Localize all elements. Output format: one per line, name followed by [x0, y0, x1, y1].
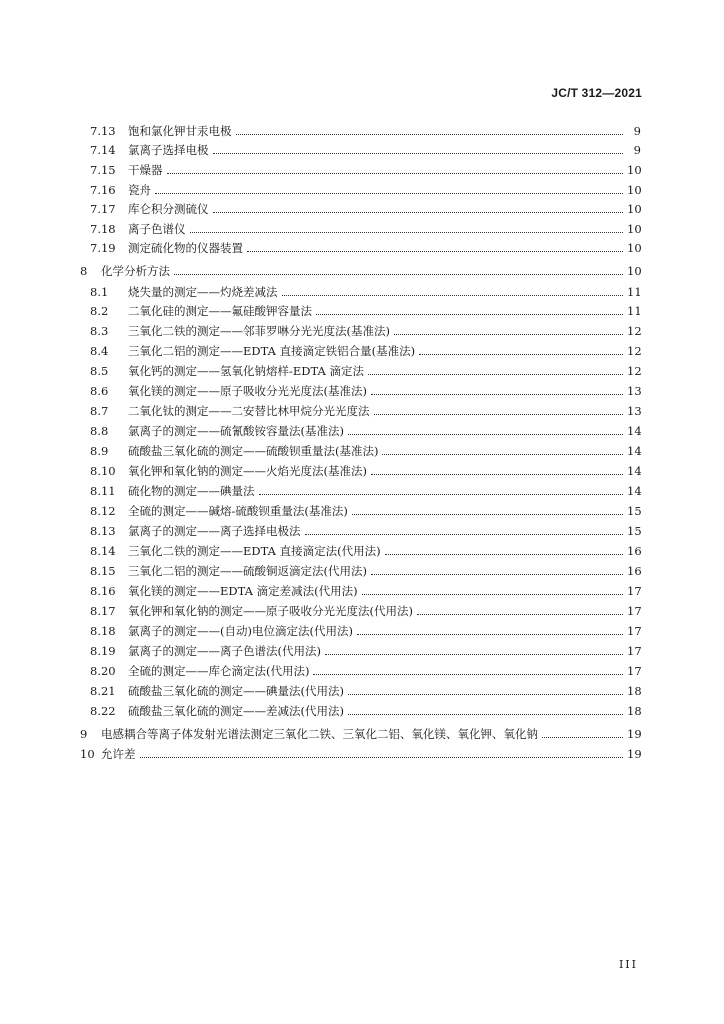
toc-entry-title: 氧化镁的测定——原子吸收分光光度法(基准法) [128, 384, 367, 398]
toc-leader-dots [213, 211, 624, 213]
toc-entry[interactable] [0, 258, 724, 278]
toc-entry-page: 10 [627, 222, 642, 236]
toc-entry[interactable] [0, 418, 724, 438]
toc-entry-number: 8.14 [90, 544, 116, 558]
toc-entry[interactable] [0, 678, 724, 698]
toc-entry-title: 化学分析方法 [101, 264, 170, 278]
toc-entry-title: 氧化镁的测定——EDTA 滴定差减法(代用法) [128, 584, 358, 598]
toc-entry-number: 8.20 [90, 664, 116, 678]
toc-leader-dots [368, 373, 623, 375]
toc-entry[interactable] [0, 698, 724, 718]
toc-entry-title: 硫酸盐三氧化硫的测定——硫酸钡重量法(基准法) [128, 444, 379, 458]
toc-entry-page: 11 [627, 304, 642, 318]
toc-entry[interactable] [0, 741, 724, 761]
toc-entry-number: 7.15 [90, 163, 116, 177]
toc-entry[interactable] [0, 458, 724, 478]
toc-entry-title: 氯离子选择电极 [128, 143, 209, 157]
toc-entry-number: 8.22 [90, 704, 116, 718]
toc-entry[interactable] [0, 538, 724, 558]
toc-entry[interactable] [0, 216, 724, 236]
toc-leader-dots [247, 250, 623, 252]
toc-entry-page: 18 [627, 684, 642, 698]
toc-entry[interactable] [0, 137, 724, 157]
toc-entry[interactable] [0, 279, 724, 299]
toc-entry-number: 9 [80, 727, 88, 741]
toc-entry[interactable] [0, 438, 724, 458]
toc-entry-title: 氧化钾和氧化钠的测定——原子吸收分光光度法(代用法) [128, 604, 413, 618]
toc-leader-dots [325, 653, 623, 655]
toc-entry-page: 16 [627, 544, 642, 558]
toc-entry-page: 10 [627, 241, 642, 255]
toc-entry-page: 17 [627, 624, 642, 638]
toc-entry[interactable] [0, 157, 724, 177]
toc-leader-dots [305, 533, 624, 535]
toc-entry-page: 9 [633, 124, 641, 138]
toc-leader-dots [348, 693, 623, 695]
toc-entry-number: 8.19 [90, 644, 116, 658]
toc-leader-dots [236, 133, 624, 135]
toc-leader-dots [542, 736, 623, 738]
toc-entry-title: 三氧化二铁的测定——邻菲罗啉分光光度法(基准法) [128, 324, 390, 338]
toc-entry-title: 烧失量的测定——灼烧差减法 [128, 285, 278, 299]
toc-entry-page: 12 [627, 364, 642, 378]
toc-entry-number: 8.4 [90, 344, 109, 358]
toc-entry[interactable] [0, 118, 724, 138]
toc-entry-number: 7.13 [90, 124, 116, 138]
toc-leader-dots [167, 172, 624, 174]
toc-entry[interactable] [0, 598, 724, 618]
toc-leader-dots [374, 413, 624, 415]
toc-entry-title: 全硫的测定——碱熔-硫酸钡重量法(基准法) [128, 504, 348, 518]
toc-entry-page: 11 [627, 285, 642, 299]
toc-entry-title: 氯离子的测定——硫氰酸铵容量法(基准法) [128, 424, 344, 438]
toc-entry-page: 10 [627, 264, 642, 278]
toc-leader-dots [174, 273, 623, 275]
toc-entry-number: 8.12 [90, 504, 116, 518]
toc-entry-page: 12 [627, 324, 642, 338]
toc-entry-page: 17 [627, 664, 642, 678]
toc-entry-number: 10 [80, 747, 95, 761]
toc-entry-title: 干燥器 [128, 163, 163, 177]
toc-leader-dots [371, 393, 623, 395]
toc-entry-title: 氧化钾和氧化钠的测定——火焰光度法(基准法) [128, 464, 367, 478]
toc-entry[interactable] [0, 558, 724, 578]
toc-entry[interactable] [0, 318, 724, 338]
toc-entry-page: 17 [627, 584, 642, 598]
toc-entry-title: 氧化钙的测定——氢氧化钠熔样-EDTA 滴定法 [128, 364, 365, 378]
toc-leader-dots [313, 673, 623, 675]
toc-entry-title: 二氧化硅的测定——氟硅酸钾容量法 [128, 304, 312, 318]
toc-leader-dots [282, 294, 624, 296]
toc-leader-dots [213, 152, 624, 154]
toc-entry-page: 13 [627, 404, 642, 418]
toc-entry-title: 瓷舟 [128, 183, 151, 197]
toc-leader-dots [140, 756, 624, 758]
toc-entry-number: 7.14 [90, 143, 116, 157]
toc-entry-number: 8 [80, 264, 88, 278]
toc-entry[interactable] [0, 638, 724, 658]
toc-entry-number: 8.8 [90, 424, 109, 438]
toc-entry-number: 8.16 [90, 584, 116, 598]
toc-leader-dots [385, 553, 623, 555]
toc-leader-dots [316, 313, 623, 315]
page-number: III [618, 958, 638, 971]
toc-leader-dots [352, 513, 623, 515]
toc-entry-number: 8.3 [90, 324, 109, 338]
toc-entry[interactable] [0, 358, 724, 378]
toc-entry-page: 15 [627, 504, 642, 518]
toc-entry-number: 8.5 [90, 364, 109, 378]
toc-leader-dots [348, 713, 623, 715]
toc-entry-page: 12 [627, 344, 642, 358]
toc-entry-number: 8.17 [90, 604, 116, 618]
toc-entry[interactable] [0, 298, 724, 318]
toc-entry-page: 14 [627, 444, 642, 458]
toc-leader-dots [155, 192, 623, 194]
toc-entry-title: 库仑积分测硫仪 [128, 202, 209, 216]
toc-entry[interactable] [0, 196, 724, 216]
toc-entry-page: 19 [627, 747, 642, 761]
toc-entry[interactable] [0, 378, 724, 398]
toc-entry-title: 离子色谱仪 [128, 222, 186, 236]
toc-entry-title: 三氧化二铁的测定——EDTA 直接滴定法(代用法) [128, 544, 381, 558]
toc-leader-dots [371, 473, 623, 475]
toc-entry-number: 7.18 [90, 222, 116, 236]
toc-leader-dots [357, 633, 623, 635]
toc-leader-dots [382, 453, 623, 455]
toc-entry-page: 14 [627, 484, 642, 498]
toc-leader-dots [371, 573, 623, 575]
toc-entry[interactable] [0, 338, 724, 358]
toc-leader-dots [394, 333, 623, 335]
toc-entry-title: 三氧化二铝的测定——硫酸铜返滴定法(代用法) [128, 564, 367, 578]
toc-entry-title: 测定硫化物的仪器装置 [128, 241, 243, 255]
toc-entry-number: 7.16 [90, 183, 116, 197]
toc-entry-title: 允许差 [101, 747, 136, 761]
toc-entry[interactable] [0, 618, 724, 638]
toc-entry-page: 15 [627, 524, 642, 538]
toc-entry-number: 8.11 [90, 484, 116, 498]
toc-leader-dots [419, 353, 623, 355]
toc-entry-title: 硫酸盐三氧化硫的测定——碘量法(代用法) [128, 684, 344, 698]
toc-entry-page: 14 [627, 464, 642, 478]
toc-entry-title: 三氧化二铝的测定——EDTA 直接滴定铁铝合量(基准法) [128, 344, 416, 358]
toc-entry-number: 8.18 [90, 624, 116, 638]
toc-entry-number: 8.21 [90, 684, 116, 698]
toc-entry-page: 17 [627, 604, 642, 618]
toc-entry[interactable] [0, 578, 724, 598]
toc-entry[interactable] [0, 398, 724, 418]
toc-entry-page: 9 [633, 143, 641, 157]
toc-entry[interactable] [0, 235, 724, 255]
toc-entry-page: 10 [627, 202, 642, 216]
toc-leader-dots [259, 493, 624, 495]
toc-entry-number: 8.1 [90, 285, 109, 299]
toc-entry-page: 17 [627, 644, 642, 658]
toc-entry-title: 氯离子的测定——离子色谱法(代用法) [128, 644, 321, 658]
toc-leader-dots [362, 593, 623, 595]
toc-entry[interactable] [0, 518, 724, 538]
toc-entry-number: 7.17 [90, 202, 116, 216]
toc-entry-number: 8.7 [90, 404, 109, 418]
toc-entry-page: 19 [627, 727, 642, 741]
toc-entry-number: 8.2 [90, 304, 109, 318]
toc-entry[interactable] [0, 177, 724, 197]
toc-entry-number: 8.6 [90, 384, 109, 398]
toc-entry-title: 饱和氯化钾甘汞电极 [128, 124, 232, 138]
toc-entry[interactable] [0, 721, 724, 741]
toc-entry-number: 8.10 [90, 464, 116, 478]
toc-entry-number: 8.13 [90, 524, 116, 538]
toc-entry-number: 8.15 [90, 564, 116, 578]
toc-entry-title: 氯离子的测定——(自动)电位滴定法(代用法) [128, 624, 353, 638]
toc-entry-page: 18 [627, 704, 642, 718]
toc-entry-number: 8.9 [90, 444, 109, 458]
toc-leader-dots [348, 433, 623, 435]
toc-entry-title: 硫化物的测定——碘量法 [128, 484, 255, 498]
toc-entry[interactable] [0, 498, 724, 518]
toc-entry-title: 氯离子的测定——离子选择电极法 [128, 524, 301, 538]
toc-entry-title: 全硫的测定——库仑滴定法(代用法) [128, 664, 310, 678]
toc-entry-number: 7.19 [90, 241, 116, 255]
toc-entry-title: 硫酸盐三氧化硫的测定——差减法(代用法) [128, 704, 344, 718]
toc-entry-title: 二氧化钛的测定——二安替比林甲烷分光光度法 [128, 404, 370, 418]
toc-entry-title: 电感耦合等离子体发射光谱法测定三氧化二铁、三氧化二铝、氧化镁、氧化钾、氧化钠 [101, 727, 538, 741]
toc-entry-page: 10 [627, 183, 642, 197]
toc-entry-page: 10 [627, 163, 642, 177]
toc-entry[interactable] [0, 658, 724, 678]
toc-leader-dots [417, 613, 623, 615]
document-code: JC/T 312—2021 [551, 86, 642, 100]
toc-entry[interactable] [0, 478, 724, 498]
toc-entry-page: 13 [627, 384, 642, 398]
toc-entry-page: 14 [627, 424, 642, 438]
toc-entry-page: 16 [627, 564, 642, 578]
toc-leader-dots [190, 231, 624, 233]
